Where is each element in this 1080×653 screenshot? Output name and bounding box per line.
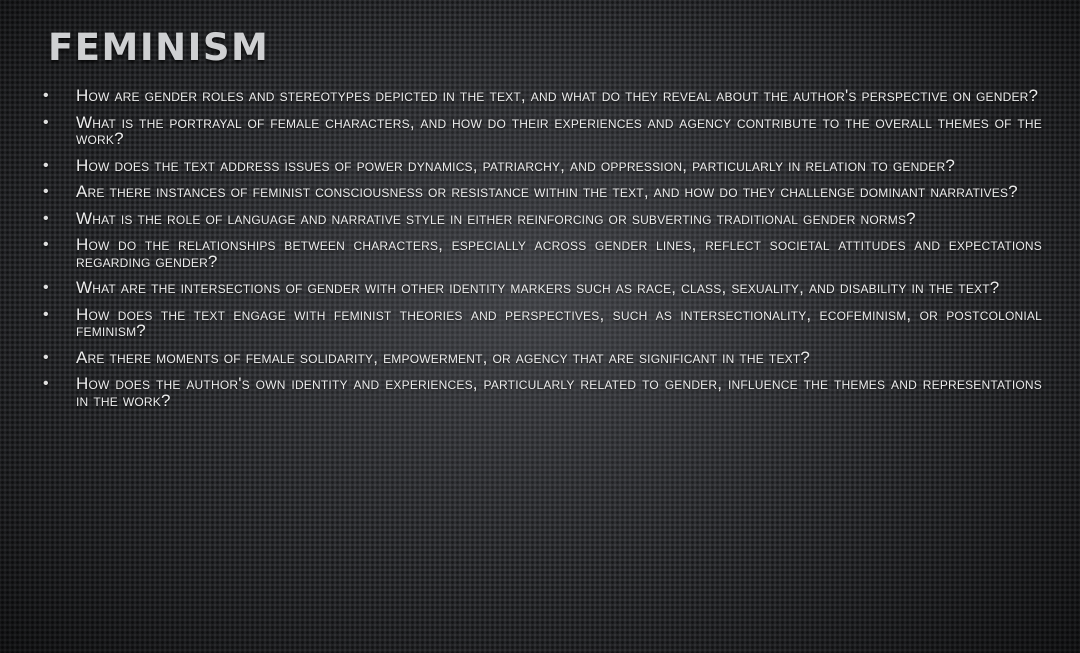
question-list (40, 88, 1042, 419)
question-text: How does the text engage with feminist theories and perspectives, such as intersectionality, ecofeminism, or postcolonial feminism? (76, 304, 1042, 340)
list-item (40, 280, 1042, 297)
question-text: What are the intersections of gender with other identity markers such as race, class, sexuality, and disability in the text? (76, 278, 1000, 297)
question-text: Are there moments of female solidarity, empowerment, or agency that are significant in the text? (76, 347, 811, 367)
question-text: How do the relationships between characters, especially across gender lines, reflect societal attitudes and expectations regarding gender? (76, 235, 1042, 271)
list-item (40, 112, 1042, 148)
bullet-icon: • (43, 236, 49, 253)
slide-title: FEMINISM (48, 26, 270, 69)
bullet-icon: • (43, 279, 49, 296)
bullet-icon: • (43, 305, 49, 323)
list-item (40, 184, 1042, 201)
question-text: How does the text address issues of power dynamics, patriarchy, and oppression, particularly in relation to gender? (76, 155, 956, 175)
list-item (40, 155, 1042, 175)
list-item (40, 88, 1042, 105)
bullet-icon: • (43, 375, 49, 392)
bullet-icon: • (43, 87, 49, 104)
question-text: How are gender roles and stereotypes depicted in the text, and what do they reveal about the author's perspective on gender? (76, 86, 1039, 105)
bullet-icon: • (43, 113, 49, 131)
bullet-icon: • (43, 209, 49, 227)
list-item (40, 304, 1042, 340)
list-item (40, 208, 1042, 228)
bullet-icon: • (43, 183, 49, 200)
bullet-icon: • (43, 156, 49, 174)
question-text: What is the role of language and narrative style in either reinforcing or subverting traditional gender norms? (76, 208, 916, 228)
list-item (40, 347, 1042, 367)
question-text: What is the portrayal of female characters, and how do their experiences and agency contribute to the overall themes of the work? (76, 112, 1042, 148)
list-item (40, 237, 1042, 270)
list-item (40, 376, 1042, 409)
question-text: Are there instances of feminist consciousness or resistance within the text, and how do they challenge dominant narratives? (76, 182, 1018, 201)
bullet-icon: • (43, 348, 49, 366)
question-text: How does the author's own identity and experiences, particularly related to gender, influence the themes and representations in the work? (76, 374, 1042, 410)
